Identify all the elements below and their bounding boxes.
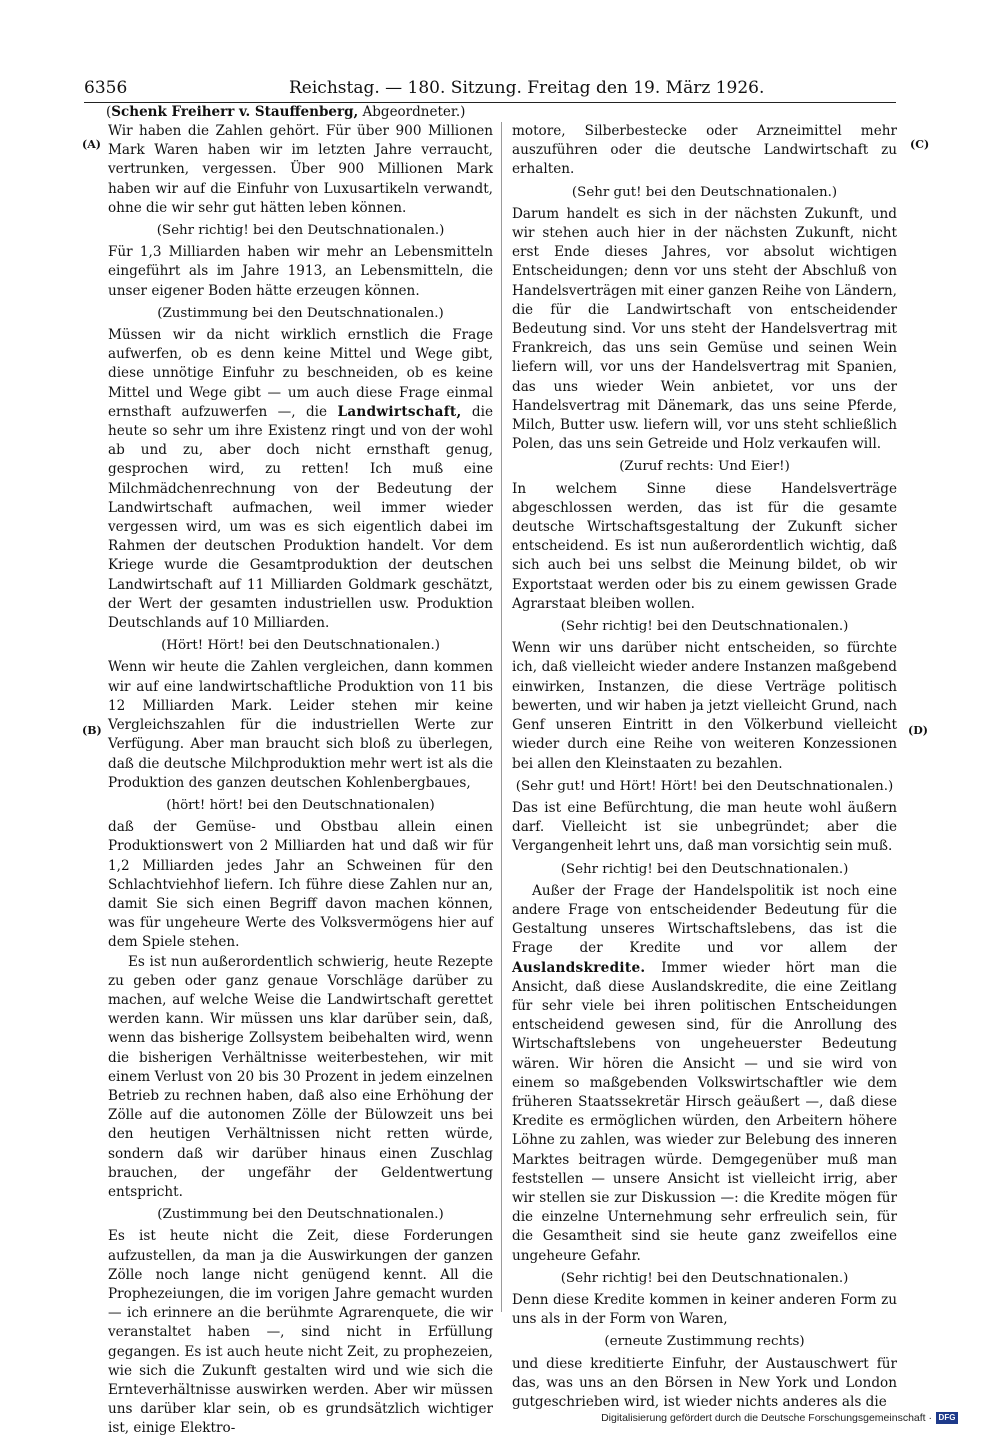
paragraph: Für 1,3 Milliarden haben wir mehr an Lebensmitteln eingeführt als im Jahre 1913, an Lebensmitteln, die unser eigener Boden hätte erzeugen können. — [108, 244, 493, 299]
interjection: (Sehr gut! und Hört! Hört! bei den Deutschnationalen.) — [515, 778, 894, 794]
paragraph: Darum handelt es sich in der nächsten Zukunft, und wir stehen auch hier in der nächsten Zukunft, nicht erst Ende dieses Jahres, vor absolut wichtigen Entscheidungen; denn vor uns steht der Abschluß von Handelsverträgen mit einer ganzen Reihe von Ländern, die für die Landwirtschaft von entscheidender Bedeutung sind. Vor uns steht der Handelsvertrag mit Frankreich, das uns sein Gemüse und seinen Wein liefern will, vor uns der Handelsvertrag mit Spanien, das uns wieder Wein anbietet, vor uns der Handelsvertrag mit Dänemark, das uns seine Pferde, Milch, Butter usw. liefern will, vor uns steht schließlich Polen, das uns sein Getreide und Holz verkaufen will. — [512, 205, 897, 453]
paragraph: Wenn wir uns darüber nicht entscheiden, so fürchte ich, daß vielleicht wieder andere Instanzen maßgebend einwirken, Instanzen, die diese Verträge politisch bewerten, und wir haben ja jetzt vielleicht Grund, nach Genf unseren Eintritt in den Völkerbund vielleicht wieder durch eine Reihe von weiteren Konzessionen bei allen den Kleinstaaten zu bezahlen. — [512, 640, 897, 772]
paragraph: motore, Silberbestecke oder Arzneimittel mehr auszuführen oder die deutsche Landwirtschaft zu erhalten. — [512, 123, 897, 178]
paragraph: Wir haben die Zahlen gehört. Für über 900 Millionen Mark Waren haben wir im letzten Jahre verraucht, vertrunken, vergessen. Über 900 Millionen Mark haben wir auf die Einfuhr von Luxusartikeln verwandt, ohne die wir sehr gut hätten leben können. — [108, 123, 493, 216]
margin-marker-c: (C) — [910, 138, 930, 151]
footer-text: Digitalisierung gefördert durch die Deutsche Forschungsgemeinschaft · — [601, 1412, 932, 1424]
paragraph: Es ist heute nicht die Zeit, diese Forderungen aufzustellen, da man ja die Auswirkungen der ganzen Zölle noch lange nicht genügend kennt. All die Prophezeiungen, die im vorigen Jahre gemacht wurden — ich erinnere an die berühmte Agrarenquete, die wir veranstaltet haben —, sind nicht in Erfüllung gegangen. Es ist auch heute nicht Zeit, zu prophezeien, wie sich die Zukunft gestalten wird und wie sich die Ernteverhältnisse auswirken werden. Aber wir müssen uns darüber klar sein, ob es grundsätzlich wichtiger ist, einige Elektro- — [108, 1228, 493, 1437]
running-head: Reichstag. — 180. Sitzung. Freitag den 19. März 1926. — [289, 78, 765, 98]
dfg-logo: DFG — [936, 1412, 958, 1424]
interjection: (Hört! Hört! bei den Deutschnationalen.) — [161, 638, 440, 654]
emphasis: Auslandskredite. — [512, 959, 646, 976]
interjection: (Zuruf rechts: Und Eier!) — [619, 459, 790, 475]
margin-marker-d: (D) — [908, 724, 928, 737]
right-column — [512, 122, 897, 1412]
interjection: (Zustimmung bei den Deutschnationalen.) — [157, 1207, 444, 1223]
paragraph: daß der Gemüse- und Obstbau allein einen Produktionswert von 2 Milliarden hat und daß wir für 1,2 Milliarden jedes Jahr an Schweinen für den Schlachtviehhof liefern. Ich führe diese Zahlen nur an, damit Sie sich einen Begriff davon machen können, was für ungeheure Werte des Volksvermögens hier auf dem Spiele stehen. — [108, 819, 493, 951]
speaker-line: (Schenk Freiherr v. Stauffenberg, Abgeordneter.) — [106, 104, 466, 120]
paragraph: Es ist nun außerordentlich schwierig, heute Rezepte zu geben oder ganz genaue Vorschläge darüber zu machen, auf welche Weise die Landwirtschaft gerettet werden kann. Wir müssen uns klar darüber sein, daß, wenn das bisherige Zollsystem beibehalten wird, wenn die bisherigen Verhältnisse weiterbestehen, wir mit einem Verlust von 20 bis 30 Prozent in jedem einzelnen Betrieb zu rechnen haben, daß also eine Erhöhung der Zölle auf die autonomen Zölle der Bülowzeit uns bei den heutigen Verhältnissen nicht retten würde, sondern daß wir darüber hinaus einen Zuschlag brauchen, der ungefähr der Geldentwertung entspricht. — [108, 953, 493, 1200]
emphasis: Landwirtschaft, — [337, 403, 462, 420]
paragraph: Wenn wir heute die Zahlen vergleichen, dann kommen wir auf eine landwirtschaftliche Produktion von 11 bis 12 Milliarden Mark. Leider stehen mir keine Vergleichszahlen für die industriellen Werte zur Verfügung. Aber man braucht sich bloß zu überlegen, daß die deutsche Milchproduktion mehr wert ist als die Produktion des ganzen deutschen Kohlenbergbaues, — [108, 659, 493, 791]
left-column — [108, 122, 493, 1439]
speaker-role: Abgeordneter. — [362, 104, 461, 120]
interjection: (Sehr richtig! bei den Deutschnationalen.) — [560, 619, 849, 635]
interjection: (Sehr richtig! bei den Deutschnationalen.) — [560, 861, 849, 877]
page-number: 6356 — [84, 78, 128, 98]
paragraph: Müssen wir da nicht wirklich ernstlich die Frage aufwerfen, ob es denn keine Mittel und Wege gibt, diese unnötige Einfuhr zu beschneiden, ob es keine Mittel und Wege gibt — um auch diese Frage einmal ernsthaft aufzuwerfen —, die Landwirtschaft, die heute so sehr um ihre Existenz ringt und von der wohl ab und zu, aber doch nicht ernsthaft genug, gesprochen wird, zu retten! Ich muß eine Milchmädchenrechnung von der Bedeutung der Landwirtschaft aufmachen, weil immer wieder vergessen wird, um was es sich eigentlich dabei im Rahmen der deutschen Produktion handelt. Vor dem Kriege wurde die Gesamtproduktion der deutschen Landwirtschaft auf 11 Milliarden Goldmark geschätzt, der Wert der gesamten industriellen usw. Produktion Deutschlands auf 10 Milliarden. — [108, 327, 493, 632]
interjection: (erneute Zustimmung rechts) — [604, 1334, 805, 1350]
speaker-name: Schenk Freiherr v. Stauffenberg, — [111, 104, 359, 120]
paragraph: In welchem Sinne diese Handelsverträge abgeschlossen werden, das ist für die gesamte deutsche Wirtschaftsgestaltung der Zukunft sicher entscheidend. Es ist nun außerordentlich wichtig, daß sich auch bei uns selbst die Meinung bildet, ob wir Exportstaat werden oder bis zu einem gewissen Grade Agrarstaat bleiben wollen. — [512, 480, 897, 612]
interjection: (Sehr gut! bei den Deutschnationalen.) — [571, 184, 838, 200]
interjection: (hört! hört! bei den Deutschnationalen) — [166, 797, 435, 813]
header-rule — [84, 102, 896, 103]
footer — [601, 1412, 958, 1424]
margin-marker-b: (B) — [82, 724, 102, 737]
margin-marker-a: (A) — [82, 138, 101, 151]
page-header — [84, 78, 896, 102]
paragraph: Außer der Frage der Handelspolitik ist noch eine andere Frage von entscheidender Bedeutung für die Gestaltung unseres Wirtschaftslebens, das ist die Frage der Kredite und vor allem der Auslandskredite. Immer wieder hört man die Ansicht, daß diese Auslandskredite, die eine Zeitlang für sehr viele bei ihren politischen Entscheidungen entscheidend gewesen sind, für die Anrollung des Wirtschaftslebens von ungeheuerster Bedeutung wären. Wir hören die Ansicht — und sie wird von einem so maßgebenden Volkswirtschaftler wie dem früheren Staatssekretär Hirsch geäußert —, daß diese Kredite es ermöglichen würden, den Arbeitern höhere Löhne zu zahlen, was wieder zur Belebung des inneren Marktes beitragen würde. Demgegenüber muß man feststellen — unsere Ansicht ist vielleicht irrig, aber wir stellen sie zur Diskussion —: die Kredite mögen für die einzelne Unternehmung sehr erfreulich sein, für die Gesamtheit sind sie heute ganz zweifellos eine ungeheure Gefahr. — [512, 882, 897, 1264]
paragraph: und diese kreditierte Einfuhr, der Austauschwert für das, was uns an den Börsen in New York und London gutgeschrieben wird, ist wieder nichts anderes als die — [512, 1355, 897, 1410]
column-separator — [501, 122, 502, 1312]
interjection: (Sehr richtig! bei den Deutschnationalen.) — [156, 223, 445, 239]
paragraph: Denn diese Kredite kommen in keiner anderen Form zu uns als in der Form von Waren, — [512, 1291, 897, 1328]
interjection: (Sehr richtig! bei den Deutschnationalen.) — [560, 1270, 849, 1286]
paragraph: Das ist eine Befürchtung, die man heute wohl äußern darf. Vielleicht ist sie unbegründet; aber die Vergangenheit lehrt uns, daß man vorsichtig sein muß. — [512, 799, 897, 855]
interjection: (Zustimmung bei den Deutschnationalen.) — [157, 305, 444, 321]
